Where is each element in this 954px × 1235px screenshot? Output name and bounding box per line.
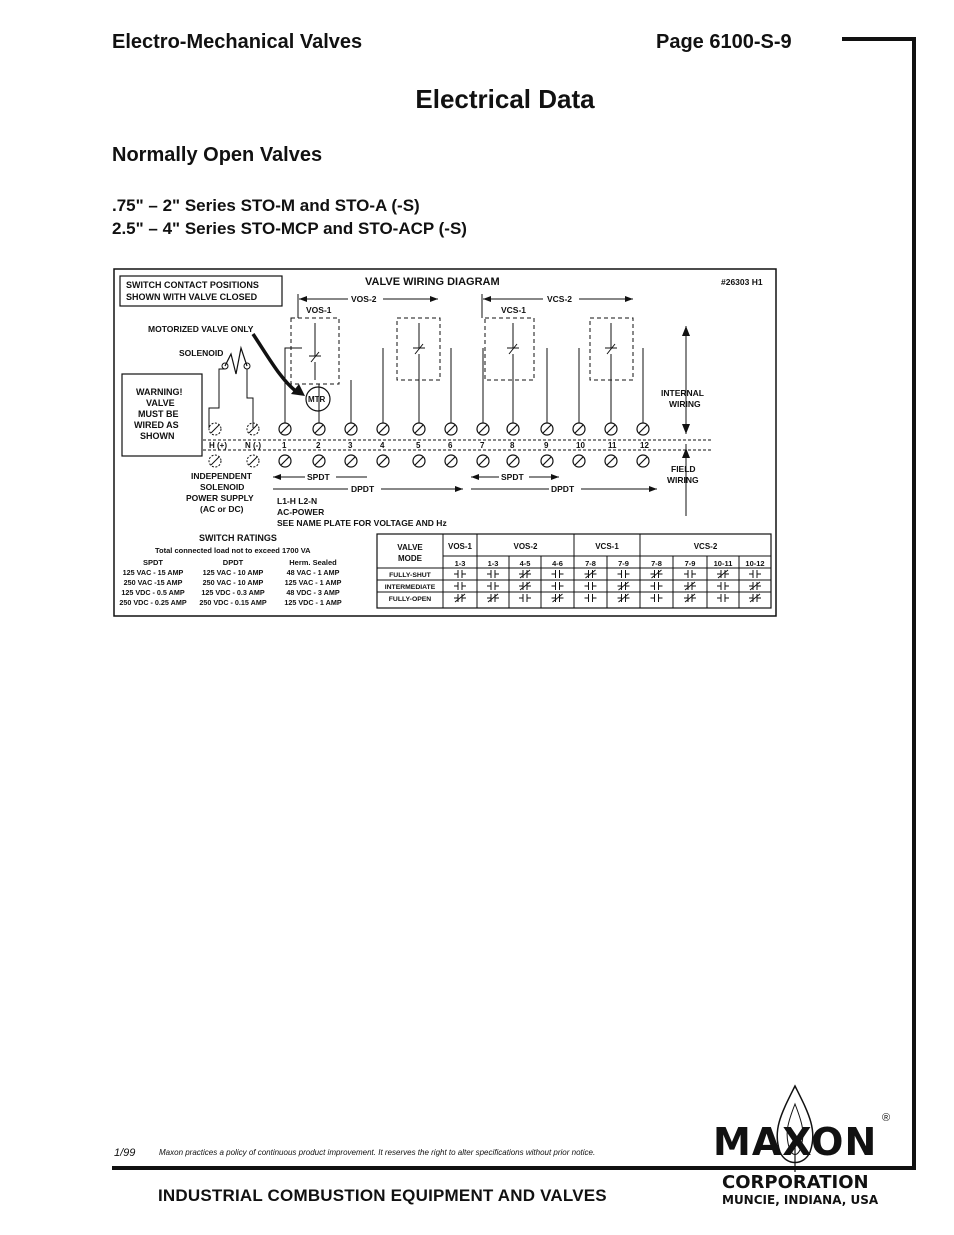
page-number: Page 6100-S-9 bbox=[656, 31, 792, 53]
brand-location: MUNCIE, INDIANA, USA bbox=[722, 1193, 879, 1207]
power-line-3: SEE NAME PLATE FOR VOLTAGE AND Hz bbox=[277, 518, 447, 528]
closed-contact-symbol bbox=[519, 570, 531, 578]
warning-line-1: WARNING! bbox=[136, 387, 183, 397]
open-contact-symbol bbox=[618, 570, 630, 578]
terminal-screw bbox=[345, 423, 357, 435]
spdt-label-2: SPDT bbox=[501, 472, 524, 482]
note-line-1: SWITCH CONTACT POSITIONS bbox=[126, 280, 259, 290]
independent-line-1: INDEPENDENT bbox=[191, 471, 252, 481]
solenoid-label: SOLENOID bbox=[179, 348, 224, 358]
closed-contact-symbol bbox=[618, 594, 630, 602]
closed-contact-symbol bbox=[651, 570, 663, 578]
closed-contact-symbol bbox=[519, 582, 531, 590]
contact-column-header: 7-8 bbox=[651, 559, 662, 568]
contact-column-header: 7-9 bbox=[618, 559, 629, 568]
rating-value: 125 VAC - 15 AMP bbox=[122, 568, 184, 577]
mode-row-label: FULLY-SHUT bbox=[389, 572, 431, 579]
group-header: VCS-2 bbox=[693, 542, 718, 551]
terminal-number: 8 bbox=[510, 441, 515, 450]
terminal-screw bbox=[477, 423, 489, 435]
dpdt-label-1: DPDT bbox=[351, 484, 375, 494]
rating-value: 48 VDC - 3 AMP bbox=[286, 588, 340, 597]
independent-line-2: SOLENOID bbox=[200, 482, 245, 492]
contact-column-header: 1-3 bbox=[487, 559, 499, 568]
open-contact-symbol bbox=[651, 594, 663, 602]
rating-value: 125 VAC - 1 AMP bbox=[284, 578, 342, 587]
contact-column-header: 7-8 bbox=[585, 559, 596, 568]
rating-header: Herm. Sealed bbox=[289, 558, 337, 567]
motor-label: MTR bbox=[308, 395, 326, 404]
warning-line-2: VALVE bbox=[146, 398, 175, 408]
wiring-diagram bbox=[113, 268, 777, 617]
terminal-number: 4 bbox=[380, 441, 385, 450]
switch-ratings-title: SWITCH RATINGS bbox=[199, 533, 277, 543]
contact-column-header: 4-6 bbox=[552, 559, 563, 568]
supply-screw-bottom bbox=[209, 455, 221, 467]
rating-value: 250 VAC -15 AMP bbox=[123, 578, 183, 587]
corner-rule-vertical bbox=[912, 37, 916, 1169]
open-contact-symbol bbox=[552, 582, 564, 590]
open-contact-symbol bbox=[454, 570, 466, 578]
closed-contact-symbol bbox=[749, 594, 761, 602]
open-contact-symbol bbox=[552, 570, 564, 578]
note-line-2: SHOWN WITH VALVE CLOSED bbox=[126, 292, 258, 302]
open-contact-symbol bbox=[519, 594, 531, 602]
terminal-screw bbox=[541, 455, 553, 467]
terminal-number: 7 bbox=[480, 441, 485, 450]
terminal-number: 12 bbox=[640, 441, 649, 450]
solenoid-symbol bbox=[225, 348, 247, 374]
mode-header-2: MODE bbox=[398, 554, 422, 563]
open-contact-symbol bbox=[684, 570, 696, 578]
terminal-screw bbox=[413, 455, 425, 467]
terminal-number: 5 bbox=[416, 441, 421, 450]
internal-wiring-line-1: INTERNAL bbox=[661, 388, 704, 398]
warning-line-4: WIRED AS bbox=[134, 420, 179, 430]
terminal-screw bbox=[279, 423, 291, 435]
warning-line-3: MUST BE bbox=[138, 409, 179, 419]
terminal-screw bbox=[573, 455, 585, 467]
terminal-numbers bbox=[282, 441, 649, 450]
power-line-1: L1-H L2-N bbox=[277, 496, 318, 506]
terminal-number: 3 bbox=[348, 441, 353, 450]
terminal-screw bbox=[605, 455, 617, 467]
terminal-screw bbox=[573, 423, 585, 435]
rating-value: 250 VDC - 0.25 AMP bbox=[119, 598, 187, 607]
valve-mode-table bbox=[377, 534, 771, 608]
terminal-screw bbox=[279, 455, 291, 467]
closed-contact-symbol bbox=[487, 594, 499, 602]
rating-value: 125 VDC - 0.3 AMP bbox=[201, 588, 265, 597]
terminal-number: 11 bbox=[608, 441, 617, 450]
terminal-screw bbox=[637, 455, 649, 467]
open-contact-symbol bbox=[717, 594, 729, 602]
series-line-1: .75" – 2" Series STO-M and STO-A (-S) bbox=[112, 196, 420, 215]
terminal-number: 2 bbox=[316, 441, 321, 450]
internal-wiring-line-2: WIRING bbox=[669, 399, 701, 409]
rating-header: DPDT bbox=[222, 558, 244, 567]
mode-header-1: VALVE bbox=[397, 543, 423, 552]
field-wiring-line-2: WIRING bbox=[667, 475, 699, 485]
mode-row-label: FULLY-OPEN bbox=[388, 596, 432, 603]
rating-header: SPDT bbox=[142, 558, 164, 567]
open-contact-symbol bbox=[717, 582, 729, 590]
terminal-screw bbox=[313, 423, 325, 435]
independent-line-4: (AC or DC) bbox=[200, 504, 244, 514]
vcs1-label: VCS-1 bbox=[501, 305, 527, 315]
contact-column-header: 7-9 bbox=[684, 559, 696, 568]
section-subtitle: Normally Open Valves bbox=[112, 144, 323, 166]
contact-column-header: 1-3 bbox=[454, 559, 466, 568]
open-contact-symbol bbox=[651, 582, 663, 590]
open-contact-symbol bbox=[487, 582, 499, 590]
terminal-screw bbox=[345, 455, 357, 467]
group-header: VOS-2 bbox=[513, 542, 538, 551]
improvement-notice: Maxon practices a policy of continuous product improvement. It reserves the right to alter specifications without prior notice. bbox=[159, 1148, 596, 1157]
supply-screw-top bbox=[209, 423, 221, 435]
warning-line-5: SHOWN bbox=[140, 431, 175, 441]
closed-contact-symbol bbox=[684, 594, 696, 602]
brand-logo: MAXON bbox=[713, 1120, 878, 1164]
terminal-screw bbox=[377, 455, 389, 467]
switch-ratings-subtitle: Total connected load not to exceed 1700 VA bbox=[155, 546, 311, 555]
switch-ratings-columns bbox=[119, 558, 341, 607]
terminal-screw bbox=[313, 455, 325, 467]
closed-contact-symbol bbox=[618, 582, 630, 590]
terminal-screw bbox=[445, 423, 457, 435]
terminal-screw bbox=[445, 455, 457, 467]
rating-value: 250 VDC - 0.15 AMP bbox=[199, 598, 267, 607]
terminal-screw bbox=[477, 455, 489, 467]
terminal-screw bbox=[413, 423, 425, 435]
group-header: VOS-1 bbox=[447, 542, 473, 551]
open-contact-symbol bbox=[585, 594, 597, 602]
open-contact-symbol bbox=[749, 570, 761, 578]
motorized-label: MOTORIZED VALVE ONLY bbox=[148, 324, 254, 334]
terminal-number: 1 bbox=[282, 441, 287, 450]
h-terminal-label: H (+) bbox=[209, 441, 227, 450]
closed-contact-symbol bbox=[717, 570, 729, 578]
closed-contact-symbol bbox=[585, 570, 597, 578]
corner-rule-horizontal bbox=[842, 37, 916, 41]
rating-value: 125 VDC - 0.5 AMP bbox=[121, 588, 185, 597]
dpdt-label-2: DPDT bbox=[551, 484, 575, 494]
field-wiring-line-1: FIELD bbox=[671, 464, 696, 474]
rating-value: 125 VAC - 10 AMP bbox=[202, 568, 264, 577]
rating-value: 48 VAC - 1 AMP bbox=[286, 568, 340, 577]
independent-line-3: POWER SUPPLY bbox=[186, 493, 254, 503]
series-line-2: 2.5" – 4" Series STO-MCP and STO-ACP (-S) bbox=[112, 219, 467, 238]
n-terminal-label: N (-) bbox=[245, 441, 261, 450]
brand-corporation: CORPORATION bbox=[722, 1172, 869, 1193]
rating-value: 125 VDC - 1 AMP bbox=[284, 598, 342, 607]
diagram-ref: #26303 H1 bbox=[721, 277, 763, 287]
registered-mark: ® bbox=[882, 1112, 891, 1124]
open-contact-symbol bbox=[487, 570, 499, 578]
terminal-number: 9 bbox=[544, 441, 549, 450]
section-title: Electro-Mechanical Valves bbox=[112, 31, 363, 53]
page-title: Electrical Data bbox=[415, 84, 595, 114]
spdt-label-1: SPDT bbox=[307, 472, 330, 482]
closed-contact-symbol bbox=[454, 594, 466, 602]
contact-column-header: 10-12 bbox=[745, 559, 765, 568]
revision-date: 1/99 bbox=[114, 1147, 136, 1159]
contact-column-header: 10-11 bbox=[713, 559, 733, 568]
vos1-label: VOS-1 bbox=[306, 305, 332, 315]
terminal-number: 6 bbox=[448, 441, 453, 450]
group-header: VCS-1 bbox=[595, 542, 619, 551]
supply-screw-bottom bbox=[247, 455, 259, 467]
open-contact-symbol bbox=[585, 582, 597, 590]
mode-row-label: INTERMEDIATE bbox=[384, 584, 436, 591]
terminal-screw bbox=[507, 455, 519, 467]
vcs2-span-label: VCS-2 bbox=[547, 294, 573, 304]
terminal-screw bbox=[377, 423, 389, 435]
terminal-screw bbox=[507, 423, 519, 435]
closed-contact-symbol bbox=[684, 582, 696, 590]
diagram-title: VALVE WIRING DIAGRAM bbox=[365, 276, 500, 288]
terminal-screw bbox=[541, 423, 553, 435]
contact-column-header: 4-5 bbox=[519, 559, 531, 568]
footer-tagline: INDUSTRIAL COMBUSTION EQUIPMENT AND VALVES bbox=[158, 1186, 607, 1205]
terminal-screw bbox=[637, 423, 649, 435]
open-contact-symbol bbox=[454, 582, 466, 590]
terminal-screw bbox=[605, 423, 617, 435]
vos2-span-label: VOS-2 bbox=[351, 294, 377, 304]
power-line-2: AC-POWER bbox=[277, 507, 325, 517]
closed-contact-symbol bbox=[552, 594, 564, 602]
rating-value: 250 VAC - 10 AMP bbox=[202, 578, 264, 587]
terminal-number: 10 bbox=[576, 441, 585, 450]
closed-contact-symbol bbox=[749, 582, 761, 590]
